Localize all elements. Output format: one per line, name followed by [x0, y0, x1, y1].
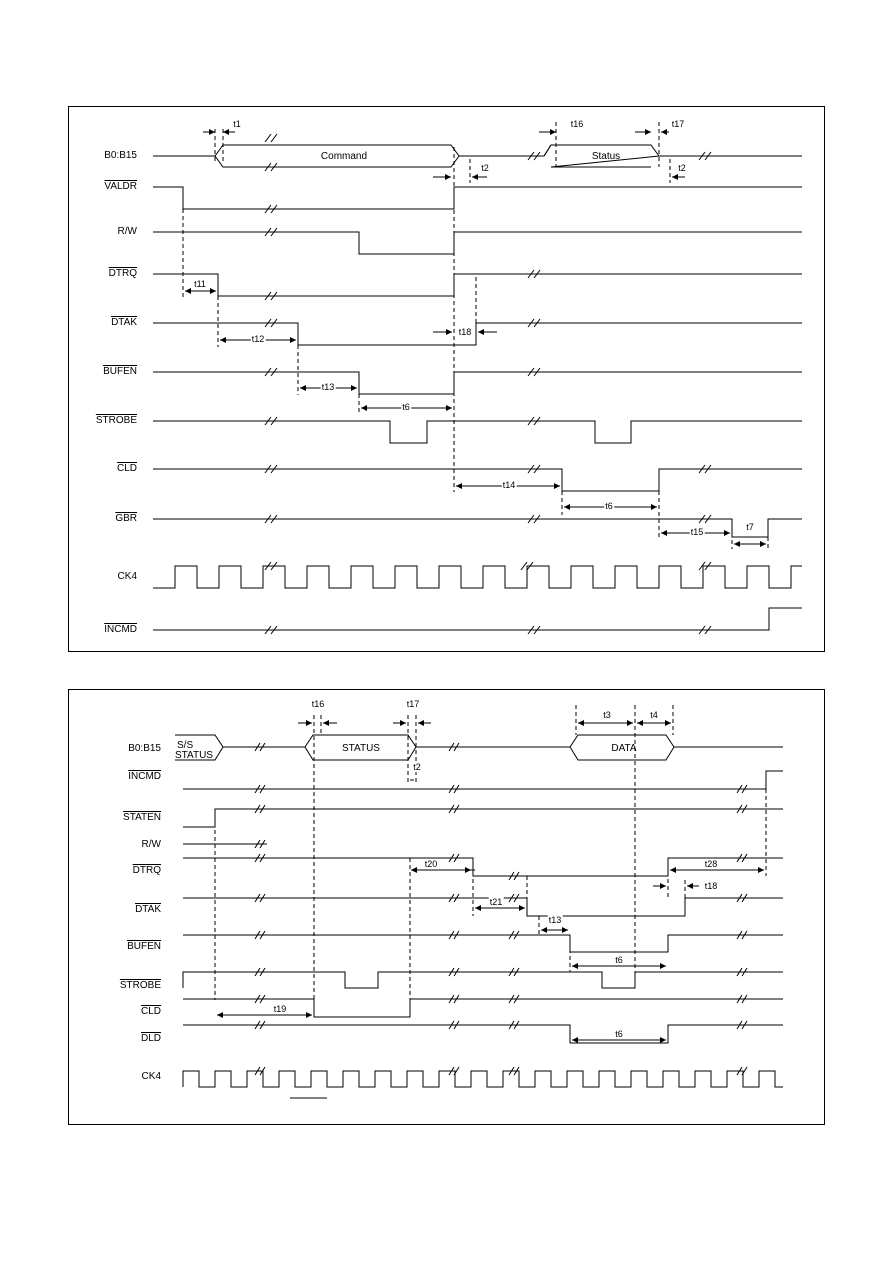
timing-t18: t18	[458, 327, 472, 337]
signal-bufen-label: BUFEN	[127, 941, 161, 952]
wave-incmd	[183, 771, 783, 789]
wave-bufen	[153, 372, 802, 394]
wave-strobe	[153, 421, 802, 443]
timing-t6-bufen: t6	[615, 955, 623, 965]
signal-dtrq-label: DTRQ	[108, 268, 137, 279]
timing-t6-strobe: t6	[402, 402, 410, 412]
timing-t14: t14	[502, 480, 516, 490]
timing-t21: t21	[489, 897, 503, 907]
timing-t13: t13	[548, 915, 562, 925]
wave-bufen	[183, 935, 783, 952]
wave-b0b15	[175, 735, 783, 747]
timing-t2-status: t2	[678, 163, 686, 173]
signal-ck4-label: CK4	[117, 571, 137, 582]
timing-t28: t28	[704, 859, 718, 869]
signal-bufen-label: BUFEN	[103, 366, 137, 377]
timing-t1: t1	[233, 119, 241, 129]
bus-command-label: Command	[320, 151, 368, 162]
bus-data-label: DATA	[611, 743, 637, 754]
timing-t7: t7	[746, 522, 754, 532]
signal-b0b15-label: B0:B15	[128, 743, 161, 754]
signal-staten-label: STATEN	[123, 812, 161, 823]
wave-dtrq	[153, 274, 802, 296]
timing-diagram-write	[68, 106, 825, 652]
timing-t3: t3	[603, 710, 611, 720]
bus-status-label: Status	[591, 151, 621, 162]
bus-ss-label: S/S	[177, 740, 194, 751]
wave-b0b15	[153, 145, 802, 156]
timing-t17: t17	[671, 119, 685, 129]
wave-valdr	[153, 187, 802, 209]
wave-cld	[153, 469, 802, 491]
signal-valdr-label: VALDR	[104, 181, 137, 192]
signal-b0b15-label: B0:B15	[104, 150, 137, 161]
reference-lines	[215, 705, 766, 1000]
timing-t18: t18	[704, 881, 718, 891]
bus-ss-status-label: STATUS	[175, 750, 213, 761]
timing-t2-bus: t2	[481, 163, 489, 173]
timing-t13: t13	[321, 382, 335, 392]
signal-strobe-label: STROBE	[95, 415, 137, 426]
wave-dld	[183, 1025, 783, 1043]
timing-t11: t11	[194, 279, 206, 289]
signal-ck4-label: CK4	[141, 1071, 161, 1082]
bus-status-label: STATUS	[342, 743, 380, 754]
timing-diagram-read	[68, 689, 825, 1125]
signal-rw-label: R/W	[141, 839, 161, 850]
signal-cld-label: $\overline{CLD}$	[116, 463, 137, 474]
timing-t6-cld: t6	[605, 501, 613, 511]
signal-gbr-label: $\overline{GBR}$	[115, 513, 137, 524]
wave-gbr	[153, 519, 802, 537]
signal-dtak-label: DTAK	[135, 904, 161, 915]
timing-t16: t16	[311, 699, 325, 709]
timing-t15: t15	[690, 527, 704, 537]
wave-ck4	[153, 566, 802, 588]
timing-t17: t17	[406, 699, 420, 709]
signal-incmd-label: INCMD	[128, 771, 161, 782]
wave-dtrq	[183, 858, 783, 876]
signal-incmd-label: INCMD	[104, 624, 137, 635]
timing-t4: t4	[650, 710, 658, 720]
waveforms-top	[69, 107, 824, 651]
timing-arrows	[217, 723, 764, 1040]
signal-dtrq-label: DTRQ	[132, 865, 161, 876]
timing-t12: t12	[251, 334, 265, 344]
timing-t20: t20	[424, 859, 438, 869]
signal-rw-label: R/W	[117, 226, 137, 237]
timing-t6-dld: t6	[615, 1029, 623, 1039]
signal-strobe-label: STROBE	[119, 980, 161, 991]
timing-t19: t19	[273, 1004, 287, 1014]
timing-t16: t16	[570, 119, 584, 129]
wave-ck4	[183, 1071, 783, 1087]
timing-t2: t2	[413, 762, 421, 772]
signal-dld-label: $\overline{DLD}$	[140, 1033, 161, 1044]
wave-dtak	[183, 898, 783, 916]
reference-lines	[183, 122, 768, 549]
signal-dtak-label: DTAK	[111, 317, 137, 328]
wave-rw	[153, 232, 802, 254]
wave-strobe	[183, 972, 783, 988]
wave-staten	[183, 809, 783, 827]
signal-cld-label: $\overline{CLD}$	[140, 1006, 161, 1017]
